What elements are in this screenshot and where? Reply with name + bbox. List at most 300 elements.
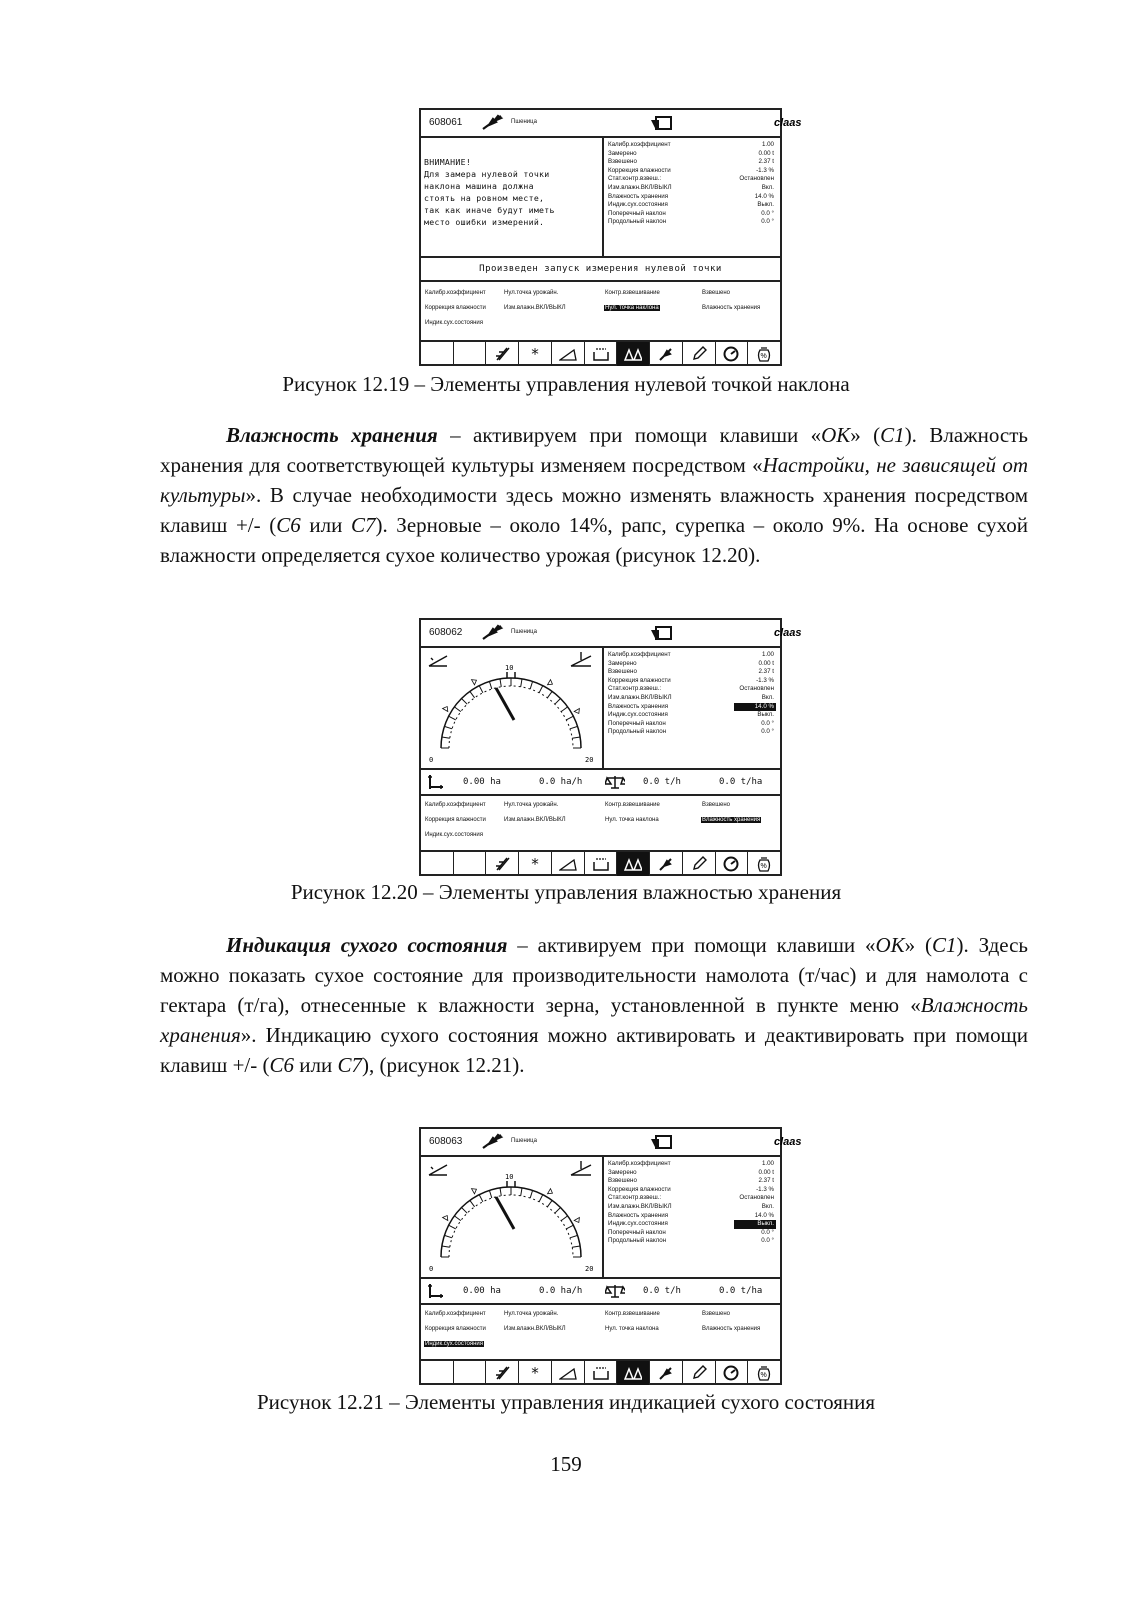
param-value: 2.37 t <box>758 1177 774 1185</box>
param-row <box>608 720 776 729</box>
yield-per-ha-value: 0.0 t/ha <box>719 1286 763 1296</box>
gauge-tick <box>442 737 450 738</box>
param-row <box>608 668 776 677</box>
toolbar <box>421 852 780 876</box>
cutter-icon[interactable] <box>486 1361 519 1385</box>
menu-item[interactable]: Нул. точка наклона <box>605 305 659 311</box>
param-value: Выкл. <box>757 711 774 719</box>
param-label: Замерено <box>608 1168 637 1176</box>
gauge-tick <box>521 1188 522 1196</box>
tank-icon <box>649 624 673 642</box>
param-label: Изм.влажн.ВКЛ/ВЫКЛ <box>608 1202 672 1210</box>
gauge-tick <box>572 1246 580 1247</box>
param-label: Продольный наклон <box>608 218 667 226</box>
svg-text:claas: claas <box>774 627 802 639</box>
gauge-tick <box>555 699 561 705</box>
param-label: Калибр.коэффициент <box>608 141 671 148</box>
gauge-tick <box>444 726 452 728</box>
area-value: 0.00 ha <box>463 777 501 787</box>
text: ), (рисунок 12.21). <box>362 1053 525 1077</box>
incline-icon[interactable] <box>552 852 585 876</box>
percent-bag-icon[interactable] <box>748 1361 780 1385</box>
param-row <box>608 167 776 176</box>
menu-item[interactable]: Индик.сух.состояния <box>425 1341 484 1347</box>
pencil-icon[interactable] <box>683 1361 716 1385</box>
gauge-tick <box>449 716 456 720</box>
param-row <box>608 677 776 686</box>
param-value: 0.00 t <box>758 149 774 157</box>
svg-text:%: % <box>760 863 767 870</box>
svg-text:%: % <box>760 1372 767 1379</box>
area-rate-value: 0.0 ha/h <box>539 1286 583 1296</box>
param-value: 14.0 % <box>754 192 774 200</box>
param-label: Продольный наклон <box>608 728 667 736</box>
param-value: 0.0 ° <box>761 719 774 727</box>
gauge-tick <box>479 686 483 693</box>
area-value: 0.00 ha <box>463 1286 501 1296</box>
key-name: С1 <box>880 423 905 447</box>
param-value: Остановлен <box>739 685 774 693</box>
param-row <box>608 651 776 660</box>
tilt-right-icon <box>571 1161 591 1175</box>
term-heading: Индикация сухого состояния <box>226 933 508 957</box>
gauge-panel <box>421 648 604 768</box>
menu-item[interactable]: Коррекция влажности <box>425 817 486 823</box>
term-heading: Влажность хранения <box>226 423 438 447</box>
param-label: Коррекция влажности <box>608 676 671 684</box>
gauge-tick <box>470 691 475 697</box>
param-value: 0.00 t <box>758 659 774 667</box>
param-row <box>608 193 776 202</box>
gauge-tick <box>454 707 460 712</box>
gauge-marker <box>443 705 450 711</box>
gauge-tick <box>500 679 501 687</box>
param-value: Вкл. <box>761 183 774 191</box>
param-value: -1.3 % <box>756 1185 774 1193</box>
screen-body <box>421 138 780 258</box>
scale-icon[interactable] <box>617 1361 650 1385</box>
warning-line: так как иначе будут иметь <box>424 205 555 215</box>
gauge-tick <box>539 1195 543 1202</box>
grain-tank-icon[interactable] <box>585 852 618 876</box>
param-row <box>608 1229 776 1238</box>
terminal-screen-2 <box>419 618 802 876</box>
scale-icon <box>605 774 625 790</box>
grain-tank-icon[interactable] <box>585 342 618 366</box>
gauge-tick <box>521 679 522 687</box>
menu-item[interactable]: Влажность хранения <box>702 305 761 311</box>
param-label: Влажность хранения <box>608 702 669 710</box>
param-label: Индик.сух.состояния <box>608 1220 668 1228</box>
svg-text:claas: claas <box>774 1136 802 1148</box>
menu-item[interactable]: Взвешено <box>702 1311 731 1317</box>
warning-text <box>424 156 555 228</box>
param-label: Замерено <box>608 149 637 157</box>
blank-key[interactable] <box>421 1361 454 1385</box>
gauge-tick <box>566 716 573 720</box>
gauge-center-mark <box>507 672 515 678</box>
param-list <box>608 651 776 737</box>
text: ). Здесь можно показать сухое состояние для производительности намолота (т/час) и для намолота с гектара (т/га), отнесенные к влажности зерна, установленной в пункте меню « <box>160 933 1029 1017</box>
gauge-tick <box>561 1216 567 1221</box>
param-value: 2.37 t <box>758 668 774 676</box>
terminal-screen-1 <box>419 108 802 366</box>
wheat-icon[interactable] <box>650 852 683 876</box>
param-label: Взвешено <box>608 668 637 676</box>
param-label: Влажность хранения <box>608 1211 669 1219</box>
param-label: Индик.сух.состояния <box>608 201 668 209</box>
warning-line: стоять на ровном месте, <box>424 193 545 203</box>
screen-body <box>421 1157 780 1279</box>
menu-item[interactable]: Взвешено <box>702 290 731 296</box>
param-row <box>608 201 776 210</box>
param-row <box>608 660 776 669</box>
gauge-tick <box>539 686 543 693</box>
menu-item[interactable]: Индик.сух.состояния <box>425 832 484 838</box>
param-label: Коррекция влажности <box>608 166 671 174</box>
paragraph-dry-indication <box>160 930 1028 1080</box>
speedometer-icon[interactable] <box>716 1361 749 1385</box>
moisture-gauge <box>421 1157 602 1275</box>
text: или <box>300 513 351 537</box>
gauge-tick <box>500 1188 501 1196</box>
param-value: 0.0 ° <box>761 728 774 736</box>
param-value: 0.0 ° <box>761 1228 774 1236</box>
param-row <box>608 1169 776 1178</box>
key-name: ОК <box>821 423 851 447</box>
menu-name: Влажность хранения <box>160 993 1028 1047</box>
menu-area <box>421 282 780 342</box>
gauge-tick <box>449 1225 456 1229</box>
param-row <box>608 1177 776 1186</box>
screen-id: 608062 <box>429 627 463 638</box>
menu-item[interactable]: Калибр.коэффициент <box>425 1311 486 1317</box>
text: – активируем при помощи клавиши « <box>437 423 822 447</box>
scale-icon[interactable] <box>617 342 650 366</box>
param-row <box>608 694 776 703</box>
cutter-icon[interactable] <box>486 852 519 876</box>
param-value: 0.0 ° <box>761 218 774 226</box>
param-list <box>608 141 776 227</box>
menu-item[interactable]: Нул. точка наклона <box>605 1326 659 1332</box>
gauge-mid-label: 10 <box>505 664 514 672</box>
param-value: 14.0 % <box>734 703 776 712</box>
blank-key[interactable] <box>421 852 454 876</box>
gauge-marker <box>443 1214 450 1220</box>
menu-area <box>421 796 780 852</box>
param-row <box>608 1220 776 1229</box>
gauge-tick <box>570 1235 578 1237</box>
yield-value: 0.0 t/h <box>643 1286 681 1296</box>
text: ). Влажность хранения для соответствующей культуры изменяем посредством « <box>160 423 1028 477</box>
wheat-icon <box>481 1132 505 1150</box>
gauge-tick <box>530 1190 532 1198</box>
param-value: -1.3 % <box>756 166 774 174</box>
warning-line: Для замера нулевой точки <box>424 169 550 179</box>
crop-name: Пшеница <box>511 119 537 125</box>
terminal-screen-3 <box>419 1127 802 1385</box>
gauge-tick <box>530 681 532 689</box>
key-name: С7 <box>350 513 376 537</box>
gauge-marker <box>574 709 581 715</box>
svg-text:claas: claas <box>774 117 802 129</box>
menu-area <box>421 1305 780 1361</box>
param-label: Поперечный наклон <box>608 719 666 727</box>
wheat-icon <box>481 623 505 641</box>
wheat-icon[interactable] <box>650 342 683 366</box>
gauge-panel <box>421 1157 604 1277</box>
menu-item[interactable]: Нул. точка наклона <box>605 817 659 823</box>
gauge-marker <box>472 1187 478 1194</box>
gauge-tick <box>489 681 491 689</box>
text: ». В случае необходимости здесь можно изменять влажность хранения посредством клавиш +/- ( <box>160 483 1028 537</box>
gauge-tick <box>555 1208 561 1214</box>
gauge-center-mark <box>507 1181 515 1187</box>
status-banner: Произведен запуск измерения нулевой точки <box>421 258 780 282</box>
menu-item[interactable]: Контр.взвешивание <box>605 802 660 808</box>
threshing-icon[interactable]: * <box>519 1361 552 1385</box>
param-value: Остановлен <box>739 1194 774 1202</box>
param-label: Калибр.коэффициент <box>608 1160 671 1167</box>
screen-body <box>421 648 780 770</box>
menu-item[interactable]: Контр.взвешивание <box>605 1311 660 1317</box>
gauge-tick <box>489 1190 491 1198</box>
param-value: Выкл. <box>757 201 774 209</box>
gauge-marker <box>472 678 478 685</box>
param-value: -1.3 % <box>756 676 774 684</box>
yield-value: 0.0 t/h <box>643 777 681 787</box>
blank-key[interactable] <box>454 852 487 876</box>
menu-item[interactable]: Изм.влажн.ВКЛ/ВЫКЛ <box>504 817 566 823</box>
incline-icon[interactable] <box>552 1361 585 1385</box>
gauge-tick <box>479 1195 483 1202</box>
warning-panel <box>421 138 604 256</box>
param-row <box>608 703 776 712</box>
gauge-min-label: 0 <box>429 756 434 764</box>
menu-name: Настройки, не зависящей от культуры <box>160 453 1029 507</box>
cutter-icon[interactable] <box>486 342 519 366</box>
param-label: Взвешено <box>608 1177 637 1185</box>
wheat-icon[interactable] <box>650 1361 683 1385</box>
toolbar <box>421 1361 780 1385</box>
text: – активируем при помощи клавиши « <box>507 933 876 957</box>
param-label: Калибр.коэффициент <box>608 651 671 658</box>
blank-key[interactable] <box>454 1361 487 1385</box>
crop-name: Пшеница <box>511 629 537 635</box>
key-name: С7 <box>337 1053 362 1077</box>
toolbar <box>421 342 780 366</box>
tilt-right-icon <box>571 652 591 666</box>
param-value: Выкл. <box>734 1220 776 1229</box>
param-row <box>608 141 776 150</box>
param-label: Изм.влажн.ВКЛ/ВЫКЛ <box>608 183 672 191</box>
param-value: 0.0 ° <box>761 1237 774 1245</box>
crop-name: Пшеница <box>511 1138 537 1144</box>
text: или <box>294 1053 338 1077</box>
key-name: ОК <box>875 933 905 957</box>
gauge-tick <box>444 1235 452 1237</box>
menu-item[interactable]: Калибр.коэффициент <box>425 802 486 808</box>
param-row <box>608 1186 776 1195</box>
yield-per-ha-value: 0.0 t/ha <box>719 777 763 787</box>
gauge-tick <box>572 737 580 738</box>
figure-caption: Рисунок 12.19 – Элементы управления нулевой точкой наклона <box>282 372 850 396</box>
gauge-mid-label: 10 <box>505 1173 514 1181</box>
param-label: Взвешено <box>608 158 637 166</box>
key-name: С6 <box>276 513 301 537</box>
param-label: Продольный наклон <box>608 1237 667 1245</box>
param-value: 2.37 t <box>758 158 774 166</box>
gauge-max-label: 20 <box>585 1265 594 1273</box>
gauge-min-label: 0 <box>429 1265 434 1273</box>
gauge-needle <box>496 1197 514 1229</box>
param-label: Влажность хранения <box>608 192 669 200</box>
gauge-tick <box>454 1216 460 1221</box>
stats-row <box>421 770 780 796</box>
param-row <box>608 1237 776 1246</box>
field-area-icon <box>427 1283 445 1299</box>
param-label: Поперечный наклон <box>608 1228 666 1236</box>
warning-line: место ошибки измерений. <box>424 217 545 227</box>
gauge-tick <box>566 1225 573 1229</box>
menu-item[interactable]: Взвешено <box>702 802 731 808</box>
menu-item[interactable]: Влажность хранения <box>702 1326 761 1332</box>
gauge-tick <box>561 707 567 712</box>
speedometer-icon[interactable] <box>716 342 749 366</box>
param-row <box>608 685 776 694</box>
tilt-left-icon <box>429 1165 447 1175</box>
area-rate-value: 0.0 ha/h <box>539 777 583 787</box>
percent-bag-icon[interactable] <box>748 852 780 876</box>
paragraph-storage-moisture <box>160 420 1028 570</box>
page-number: 159 <box>550 1452 582 1476</box>
figure-caption: Рисунок 12.20 – Элементы управления влажностью хранения <box>290 880 842 904</box>
tank-icon <box>649 1133 673 1151</box>
gauge-tick <box>547 691 552 697</box>
param-row <box>608 218 776 227</box>
menu-item[interactable]: Индик.сух.состояния <box>425 320 484 326</box>
text: ». Индикацию сухого состояния можно активировать и деактивировать при помощи клавиш +/- ( <box>160 1023 1028 1077</box>
blank-key[interactable] <box>421 342 454 366</box>
pencil-icon[interactable] <box>683 852 716 876</box>
param-label: Замерено <box>608 659 637 667</box>
incline-icon[interactable] <box>552 342 585 366</box>
gauge-tick <box>442 1246 450 1247</box>
param-value: 1.00 <box>761 651 774 658</box>
param-value: 0.0 ° <box>761 209 774 217</box>
gauge-tick <box>462 699 468 705</box>
blank-key[interactable] <box>454 342 487 366</box>
menu-item[interactable]: Нул.точка урожайн. <box>504 290 559 296</box>
screen-header <box>421 110 802 138</box>
param-row <box>608 1194 776 1203</box>
menu-item[interactable]: Изм.влажн.ВКЛ/ВЫКЛ <box>504 1326 566 1332</box>
text: ). Зерновые – около 14%, рапс, сурепка – около 9%. На основе сухой влажности определяется сухое количество урожая (рисунок 12.20). <box>160 513 1028 567</box>
param-row <box>608 184 776 193</box>
param-row <box>608 711 776 720</box>
threshing-icon[interactable]: * <box>519 342 552 366</box>
menu-item[interactable]: Калибр.коэффициент <box>425 290 486 296</box>
screen-header <box>421 620 802 648</box>
menu-item[interactable]: Нул.точка урожайн. <box>504 802 559 808</box>
param-label: Стат.контр.взвеш.: <box>608 175 662 183</box>
svg-text:%: % <box>760 353 767 360</box>
stats-row <box>421 1279 780 1305</box>
gauge-marker <box>548 680 554 687</box>
screen-id: 608061 <box>429 117 463 128</box>
threshing-icon[interactable]: * <box>519 852 552 876</box>
gauge-tick <box>570 726 578 728</box>
param-row <box>608 158 776 167</box>
gauge-tick <box>462 1208 468 1214</box>
gauge-tick <box>470 1200 475 1206</box>
gauge-max-label: 20 <box>585 756 594 764</box>
percent-bag-icon[interactable] <box>748 342 780 366</box>
menu-item[interactable]: Влажность хранения <box>702 817 761 823</box>
menu-item[interactable]: Коррекция влажности <box>425 305 486 311</box>
param-row <box>608 175 776 184</box>
param-row <box>608 1160 776 1169</box>
param-row <box>608 728 776 737</box>
grain-tank-icon[interactable] <box>585 1361 618 1385</box>
menu-item[interactable]: Нул.точка урожайн. <box>504 1311 559 1317</box>
param-value: Остановлен <box>739 175 774 183</box>
key-name: С6 <box>269 1053 295 1077</box>
menu-item[interactable]: Коррекция влажности <box>425 1326 486 1332</box>
speedometer-icon[interactable] <box>716 852 749 876</box>
param-row <box>608 1203 776 1212</box>
wheat-icon <box>481 113 505 131</box>
warning-line: ВНИМАНИЕ! <box>424 157 472 167</box>
param-value: Вкл. <box>761 693 774 701</box>
gauge-tick <box>547 1200 552 1206</box>
param-row <box>608 210 776 219</box>
menu-item[interactable]: Изм.влажн.ВКЛ/ВЫКЛ <box>504 305 566 311</box>
warning-line: наклона машина должна <box>424 181 534 191</box>
gauge-marker <box>574 1218 581 1224</box>
tank-icon <box>649 114 673 132</box>
param-value: 14.0 % <box>754 1211 774 1219</box>
screen-id: 608063 <box>429 1136 463 1147</box>
param-label: Стат.контр.взвеш.: <box>608 1194 662 1202</box>
field-area-icon <box>427 774 445 790</box>
param-value: 1.00 <box>761 1160 774 1167</box>
pencil-icon[interactable] <box>683 342 716 366</box>
param-value: 0.00 t <box>758 1168 774 1176</box>
menu-item[interactable]: Контр.взвешивание <box>605 290 660 296</box>
param-label: Коррекция влажности <box>608 1185 671 1193</box>
param-value: 1.00 <box>761 141 774 148</box>
gauge-needle <box>496 688 514 720</box>
text: » ( <box>904 933 932 957</box>
param-row <box>608 1212 776 1221</box>
param-label: Изм.влажн.ВКЛ/ВЫКЛ <box>608 693 672 701</box>
moisture-gauge <box>421 648 602 766</box>
gauge-marker <box>548 1189 554 1196</box>
screen-header <box>421 1129 802 1157</box>
scale-icon[interactable] <box>617 852 650 876</box>
param-label: Стат.контр.взвеш.: <box>608 685 662 693</box>
figure-caption: Рисунок 12.21 – Элементы управления индикацией сухого состояния <box>257 1390 875 1414</box>
param-label: Поперечный наклон <box>608 209 666 217</box>
scale-icon <box>605 1283 625 1299</box>
param-value: Вкл. <box>761 1202 774 1210</box>
param-row <box>608 150 776 159</box>
key-name: С1 <box>931 933 957 957</box>
text: » ( <box>850 423 881 447</box>
tilt-left-icon <box>429 656 447 666</box>
param-label: Индик.сух.состояния <box>608 711 668 719</box>
